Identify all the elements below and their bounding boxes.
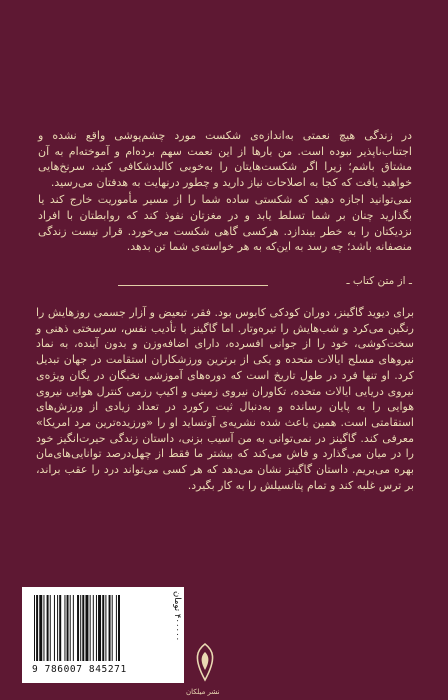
isbn-number: 9 786007 845271 (32, 664, 127, 675)
quote-paragraph-1: در زندگی هیچ نعمتی به‌اندازه‌ی شکست مورد چشم‌پوشی واقع نشده و اجتناب‌ناپذیر نبوده است. من بارها از این نعمت سهم برده‌ام و آموخته‌ام به آن مشتاق باشم؛ زیرا اگر شکست‌هایتان را به‌خوبی کالبدشکافی کنید، سرنخ‌هایی خواهید یافت که کجا به اصلاحات نیاز دارید و چطور درنهایت به هدفتان می‌رسید. (38, 129, 412, 189)
author-bio: برای دیوید گاگینز، دوران کودکی کابوس بود. فقر، تبعیض و آزار جسمی روزهایش را رنگین می‌کرد و شب‌هایش را تیره‌وتار. اما گاگینز با تأدیب نفس، سرسختی ذهنی و سخت‌کوشی، خود را از جوانی افسرده، دارای اضافه‌وزن و بدون آینده، به نماد نیروهای مسلح ایالات متحده و یکی از برترین ورزشکاران استقامت در جهان تبدیل کرد. او تنها فرد در طول تاریخ است که دوره‌های آموزشی نخبگان در یگان ویژه‌ی نیروی دریایی ایالات متحده، تکاوران نیروی زمینی و اکیپ رزمی کنترل هوایی نیروی هوایی را به پایان رسانده و به‌دنبال ثبت رکورد در تعداد زیادی از ورزش‌های استقامتی است. همین باعث شده نشریه‌ی آوتساید او را «ورزیده‌ترین مرد امریکا» معرفی کند. گاگینز در نمی‌توانی به من آسیب بزنی، داستان زندگی حیرت‌انگیز خود را در میان می‌گذارد و فاش می‌کند که بیشتر ما فقط از چهل‌درصد توانایی‌های‌مان بهره می‌بریم. داستان گاگینز نشان می‌دهد که هر کسی می‌تواند درد را عقب براند، بر ترس غلبه کند و تمام پتانسیلش را به کار بگیرد. (36, 306, 414, 492)
publisher-name: نشر میلکان (186, 688, 220, 696)
price-label: ۴۰۰۰۰۰ تومان (172, 591, 182, 642)
isbn-label (22, 587, 184, 683)
book-quote (38, 128, 412, 255)
divider-line (118, 285, 268, 286)
quote-source: ـ از متن کتاب ـ (346, 275, 412, 287)
quote-paragraph-2: نمی‌توانید اجازه دهید که شکستی ساده شما را از مسیر مأموریت خارج کند یا بگذارید چنان بر شما تسلط یابد و در مغزتان نفوذ کند که روابطتان با افراد نزدیکتان را به خطر بیندازد. هرکسی گاهی شکست می‌خورد. قرار نیست زندگی منصفانه باشد؛ چه رسد به این‌که به هر خواسته‌ی شما تن بدهد. (38, 193, 412, 254)
publisher-logo-icon (190, 642, 220, 682)
barcode-icon (32, 595, 172, 663)
